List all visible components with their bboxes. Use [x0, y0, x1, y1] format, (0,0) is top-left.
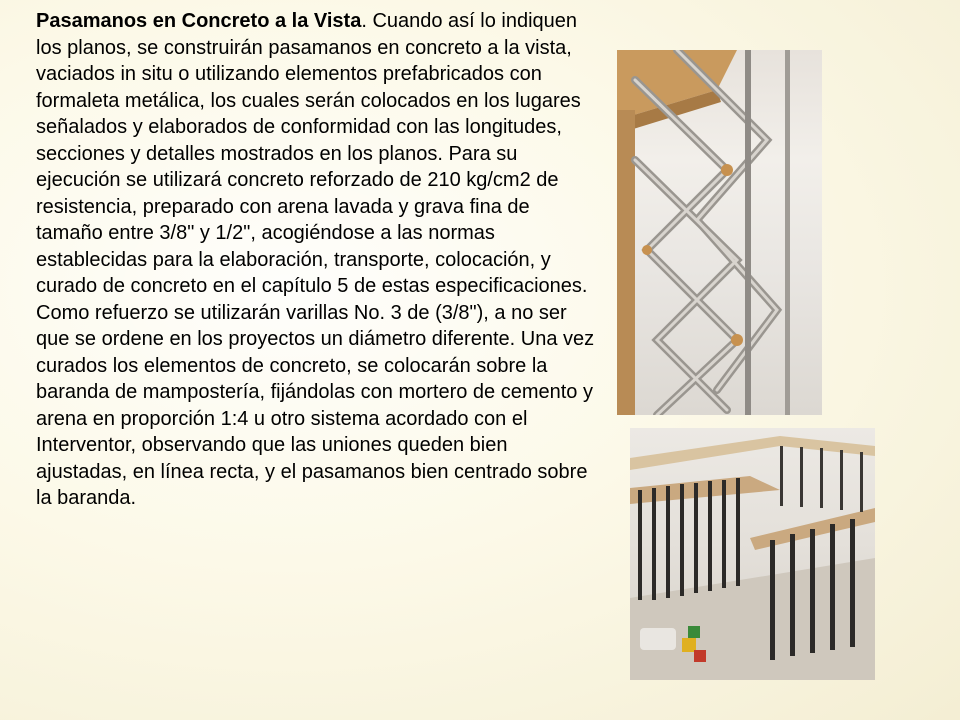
- steel-railing-photo: [617, 50, 822, 415]
- stair-railing-photo: [630, 428, 875, 680]
- description-paragraph: [36, 8, 596, 512]
- paragraph-heading: Pasamanos en Concreto a la Vista: [36, 10, 362, 32]
- paragraph-body: . Cuando así lo indiquen los planos, se construirán pasamanos en concreto a la vista, vaciados in situ o utilizando elementos prefabricados con formaleta metálica, los cuales serán colocados en los lugares señalados y elaborados de conformidad con las longitudes, secciones y detalles mostrados en los planos. Para su ejecución se utilizará concreto reforzado de 210 kg/cm2 de resistencia, preparado con arena lavada y grava fina de tamaño entre 3/8" y 1/2", acogiéndose a las normas establecidas para la elaboración, transporte, colocación, y curado de concreto en el capítulo 5 de estas especificaciones. Como refuerzo se utilizarán varillas No. 3 de (3/8"), a no ser que se ordene en los proyectos un diámetro diferente. Una vez curados los elementos de concreto, se colocarán sobre la baranda de mampostería, fijándolas con mortero de cemento y arena en proporción 1:4 u otro sistema acordado con el Interventor, observando que las uniones queden bien ajustadas, en línea recta, y el pasamanos bien centrado sobre la baranda.: [36, 10, 595, 509]
